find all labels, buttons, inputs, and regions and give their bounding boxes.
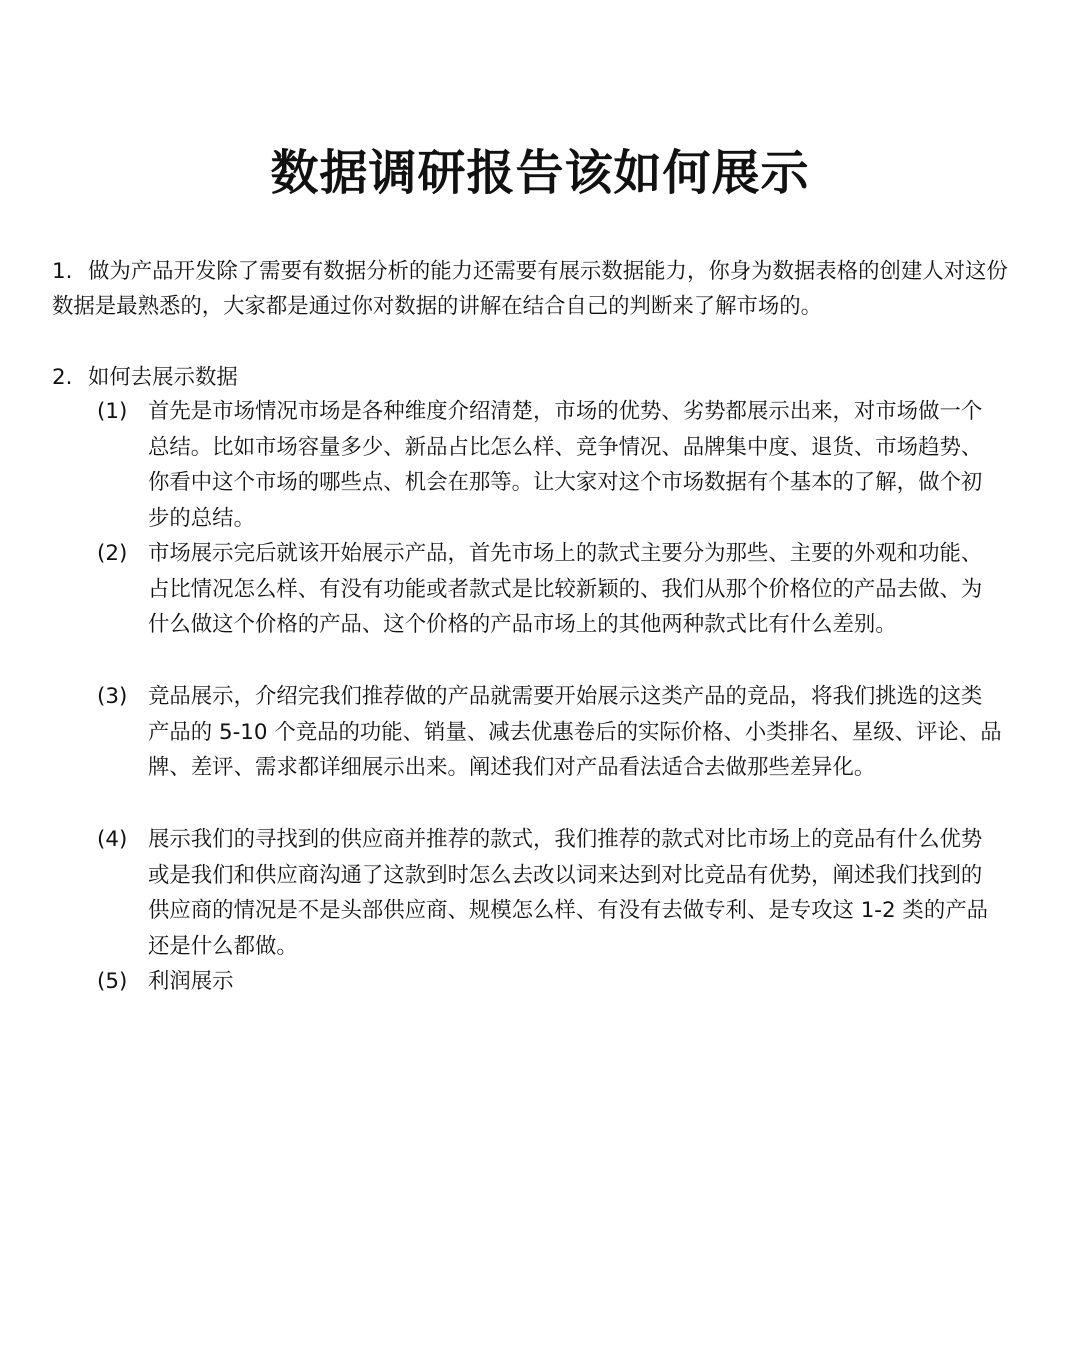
list-item-1 (52, 254, 1012, 324)
sub-item-text: 首先是市场情况市场是各种维度介绍清楚，市场的优势、劣势都展示出来，对市场做一个总结。比如市场容量多少、新品占比怎么样、竞争情况、品牌集中度、退货、市场趋势、你看中这个市场的哪些点、机会在那等。让大家对这个市场数据有个基本的了解，做个初步的总结。 (148, 399, 983, 531)
list-item-text: 如何去展示数据 (88, 365, 238, 390)
sub-item-number: (5) (97, 969, 128, 994)
sub-item-text: 竞品展示，介绍完我们推荐做的产品就需要开始展示这类产品的竞品，将我们挑选的这类产品的 5-10 个竞品的功能、销量、减去优惠卷后的实际价格、小类排名、星级、评论、品牌、差评、需求都详细展示出来。阐述我们对产品看法适合去做那些差异化。 (148, 684, 1002, 780)
sub-item-text: 利润展示 (148, 969, 234, 994)
list-item-number: 1. (52, 259, 73, 284)
sub-item-number: (4) (97, 827, 128, 852)
sub-item-text: 市场展示完后就该开始展示产品，首先市场上的款式主要分为那些、主要的外观和功能、占比情况怎么样、有没有功能或者款式是比较新颖的、我们从那个价格位的产品去做、为什么做这个价格的产品、这个价格的产品市场上的其他两种款式比有什么差别。 (148, 541, 983, 637)
sub-item-number: (1) (97, 399, 128, 424)
sub-item-3 (97, 679, 1002, 786)
sub-item-2 (97, 536, 1002, 643)
sub-item-number: (2) (97, 541, 128, 566)
list-item-2-heading (52, 361, 238, 395)
sub-item-5 (97, 964, 1002, 1000)
sub-item-4 (97, 822, 1002, 964)
list-item-number: 2. (52, 365, 73, 390)
sub-item-number: (3) (97, 684, 128, 709)
sub-item-1 (97, 394, 1002, 536)
document-title: 数据调研报告该如何展示 (270, 145, 810, 201)
sub-item-text: 展示我们的寻找到的供应商并推荐的款式，我们推荐的款式对比市场上的竞品有什么优势或是我们和供应商沟通了这款到时怎么去改以词来达到对比竞品有优势，阐述我们找到的供应商的情况是不是头部供应商、规模怎么样、有没有去做专利、是专攻这 1-2 类的产品还是什么都做。 (148, 827, 988, 959)
list-item-text: 做为产品开发除了需要有数据分析的能力还需要有展示数据能力，你身为数据表格的创建人对这份数据是最熟悉的，大家都是通过你对数据的讲解在结合自己的判断来了解市场的。 (52, 259, 1008, 319)
